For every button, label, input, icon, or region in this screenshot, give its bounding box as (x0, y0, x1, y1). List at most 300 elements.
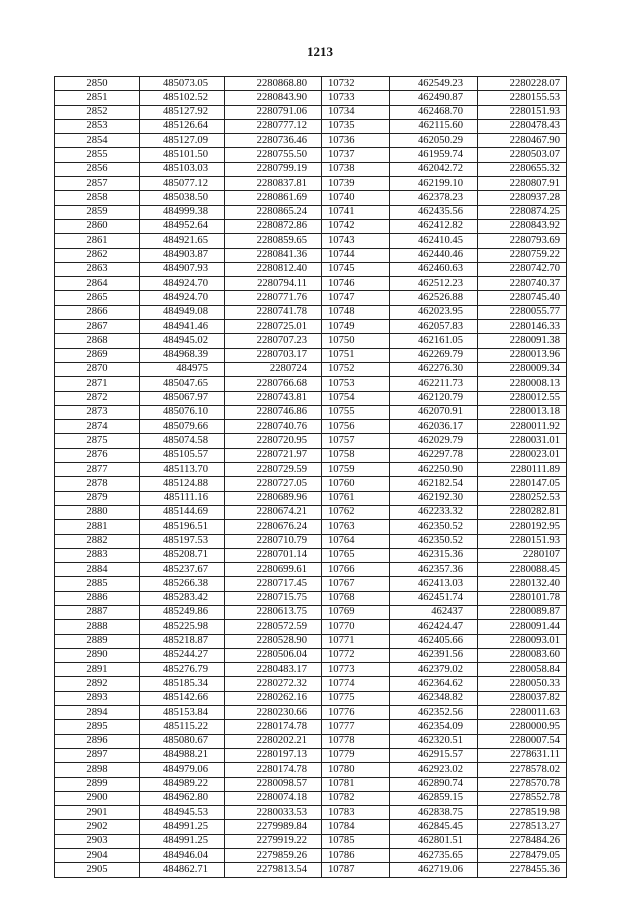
table-cell: 462410.45 (390, 234, 478, 248)
table-cell: 462023.95 (390, 305, 478, 319)
table-cell: 484941.46 (140, 320, 225, 334)
table-row (55, 148, 567, 162)
table-cell: 10786 (322, 849, 390, 863)
table-cell: 462315.36 (390, 548, 478, 562)
table-cell: 462437 (390, 605, 478, 619)
table-row (55, 863, 567, 877)
table-cell: 462512.23 (390, 277, 478, 291)
table-cell: 484924.70 (140, 277, 225, 291)
table-cell: 10761 (322, 491, 390, 505)
table-cell: 10783 (322, 806, 390, 820)
table-cell: 462350.52 (390, 534, 478, 548)
table-row (55, 577, 567, 591)
table-cell: 2867 (55, 320, 140, 334)
table-cell: 485074.58 (140, 434, 225, 448)
table-cell: 10779 (322, 748, 390, 762)
table-cell: 2881 (55, 520, 140, 534)
table-row (55, 563, 567, 577)
table-cell: 10787 (322, 863, 390, 877)
table-cell: 2874 (55, 420, 140, 434)
table-cell: 2280572.59 (225, 620, 322, 634)
table-cell: 2280791.06 (225, 105, 322, 119)
table-row (55, 191, 567, 205)
table-cell: 2280013.18 (478, 405, 567, 419)
table-cell: 462424.47 (390, 620, 478, 634)
table-cell: 2280007.54 (478, 734, 567, 748)
table-cell: 462379.02 (390, 663, 478, 677)
table-cell: 2280812.40 (225, 262, 322, 276)
table-cell: 2879 (55, 491, 140, 505)
table-cell: 2280202.21 (225, 734, 322, 748)
table-cell: 485115.22 (140, 720, 225, 734)
table-cell: 10743 (322, 234, 390, 248)
table-cell: 2280729.59 (225, 463, 322, 477)
table-cell: 10759 (322, 463, 390, 477)
table-cell: 10777 (322, 720, 390, 734)
table-cell: 2280012.55 (478, 391, 567, 405)
table-cell: 2280874.25 (478, 205, 567, 219)
table-cell: 462161.05 (390, 334, 478, 348)
table-cell: 2890 (55, 648, 140, 662)
table-row (55, 820, 567, 834)
table-cell: 485067.97 (140, 391, 225, 405)
table-row (55, 248, 567, 262)
table-row (55, 362, 567, 376)
table-row (55, 534, 567, 548)
table-cell: 2878 (55, 477, 140, 491)
coordinate-table (54, 76, 567, 878)
table-row (55, 748, 567, 762)
table-cell: 2280011.63 (478, 706, 567, 720)
table-row (55, 348, 567, 362)
table-cell: 485142.66 (140, 691, 225, 705)
table-cell: 2885 (55, 577, 140, 591)
table-cell: 10755 (322, 405, 390, 419)
table-cell: 462923.02 (390, 763, 478, 777)
table-row (55, 648, 567, 662)
table-cell: 2280715.75 (225, 591, 322, 605)
table-row (55, 291, 567, 305)
table-cell: 462412.82 (390, 219, 478, 233)
table-cell: 485283.42 (140, 591, 225, 605)
table-cell: 10774 (322, 677, 390, 691)
table-cell: 485111.16 (140, 491, 225, 505)
table-cell: 2280083.60 (478, 648, 567, 662)
table-cell: 10739 (322, 177, 390, 191)
table-cell: 2873 (55, 405, 140, 419)
table-cell: 485237.67 (140, 563, 225, 577)
table-cell: 2280008.13 (478, 377, 567, 391)
table-cell: 10733 (322, 91, 390, 105)
table-cell: 2280055.77 (478, 305, 567, 319)
table-cell: 2280721.97 (225, 448, 322, 462)
table-cell: 2280655.32 (478, 162, 567, 176)
table-cell: 462182.54 (390, 477, 478, 491)
table-cell: 2280262.16 (225, 691, 322, 705)
table-cell: 2870 (55, 362, 140, 376)
table-cell: 10745 (322, 262, 390, 276)
table-cell: 484903.87 (140, 248, 225, 262)
table-cell: 10771 (322, 634, 390, 648)
table-row (55, 849, 567, 863)
table-cell: 2280230.66 (225, 706, 322, 720)
table-cell: 2876 (55, 448, 140, 462)
table-row (55, 91, 567, 105)
table-cell: 462350.52 (390, 520, 478, 534)
table-cell: 2280741.78 (225, 305, 322, 319)
table-cell: 2278578.02 (478, 763, 567, 777)
table-cell: 485208.71 (140, 548, 225, 562)
table-cell: 2854 (55, 134, 140, 148)
table-cell: 10780 (322, 763, 390, 777)
table-cell: 462320.51 (390, 734, 478, 748)
table-cell: 462890.74 (390, 777, 478, 791)
table-cell: 484946.04 (140, 849, 225, 863)
table-row (55, 491, 567, 505)
table-cell: 462549.23 (390, 77, 478, 91)
table-cell: 2278570.78 (478, 777, 567, 791)
table-cell: 2280197.13 (225, 748, 322, 762)
table-cell: 2279989.84 (225, 820, 322, 834)
table-cell: 2853 (55, 119, 140, 133)
table-cell: 2893 (55, 691, 140, 705)
table-cell: 10776 (322, 706, 390, 720)
table-cell: 2857 (55, 177, 140, 191)
table-cell: 462801.51 (390, 834, 478, 848)
table-cell: 10768 (322, 591, 390, 605)
table-cell: 2280478.43 (478, 119, 567, 133)
table-cell: 462460.63 (390, 262, 478, 276)
table-row (55, 763, 567, 777)
table-cell: 10734 (322, 105, 390, 119)
table-row (55, 105, 567, 119)
table-row (55, 520, 567, 534)
table-cell: 2280192.95 (478, 520, 567, 534)
table-row (55, 219, 567, 233)
table-cell: 485126.64 (140, 119, 225, 133)
table-row (55, 305, 567, 319)
table-cell: 462468.70 (390, 105, 478, 119)
table-cell: 2883 (55, 548, 140, 562)
table-cell: 10772 (322, 648, 390, 662)
table-cell: 2280093.01 (478, 634, 567, 648)
table-cell: 485113.70 (140, 463, 225, 477)
table-cell: 2887 (55, 605, 140, 619)
table-cell: 10754 (322, 391, 390, 405)
table-cell: 2280147.05 (478, 477, 567, 491)
table-cell: 2280676.24 (225, 520, 322, 534)
table-cell: 10742 (322, 219, 390, 233)
table-row (55, 620, 567, 634)
table-cell: 2280799.19 (225, 162, 322, 176)
table-cell: 10744 (322, 248, 390, 262)
table-cell: 2872 (55, 391, 140, 405)
table-cell: 2863 (55, 262, 140, 276)
table-cell: 2280252.53 (478, 491, 567, 505)
table-row (55, 663, 567, 677)
table-cell: 484949.08 (140, 305, 225, 319)
table-cell: 2899 (55, 777, 140, 791)
table-cell: 462526.88 (390, 291, 478, 305)
table-cell: 2280727.05 (225, 477, 322, 491)
table-cell: 485038.50 (140, 191, 225, 205)
table-cell: 462354.09 (390, 720, 478, 734)
table-cell: 462250.90 (390, 463, 478, 477)
table-cell: 2280703.17 (225, 348, 322, 362)
table-row (55, 834, 567, 848)
table-row (55, 177, 567, 191)
table-row (55, 234, 567, 248)
table-cell: 2280174.78 (225, 763, 322, 777)
table-cell: 2280155.53 (478, 91, 567, 105)
table-row (55, 605, 567, 619)
table-cell: 2897 (55, 748, 140, 762)
table-cell: 2280725.01 (225, 320, 322, 334)
table-cell: 485218.87 (140, 634, 225, 648)
table-cell: 485197.53 (140, 534, 225, 548)
table-cell: 2280074.18 (225, 791, 322, 805)
table-cell: 2280088.45 (478, 563, 567, 577)
table-cell: 485105.57 (140, 448, 225, 462)
table-cell: 2280807.91 (478, 177, 567, 191)
table-cell: 2900 (55, 791, 140, 805)
table-cell: 2280098.57 (225, 777, 322, 791)
table-cell: 2280843.90 (225, 91, 322, 105)
table-cell: 2851 (55, 91, 140, 105)
table-row (55, 806, 567, 820)
table-row (55, 277, 567, 291)
table-cell: 2280777.12 (225, 119, 322, 133)
table-cell: 485127.09 (140, 134, 225, 148)
table-cell: 462233.32 (390, 505, 478, 519)
table-cell: 2280743.81 (225, 391, 322, 405)
table-cell: 484989.22 (140, 777, 225, 791)
table-cell: 2852 (55, 105, 140, 119)
table-cell: 2280111.89 (478, 463, 567, 477)
table-cell: 485077.12 (140, 177, 225, 191)
table-row (55, 420, 567, 434)
table-cell: 462115.60 (390, 119, 478, 133)
table-cell: 2280720.95 (225, 434, 322, 448)
table-cell: 2902 (55, 820, 140, 834)
table-cell: 484988.21 (140, 748, 225, 762)
table-cell: 484945.53 (140, 806, 225, 820)
table-row (55, 119, 567, 133)
table-cell: 10736 (322, 134, 390, 148)
table-cell: 2280742.70 (478, 262, 567, 276)
table-cell: 462042.72 (390, 162, 478, 176)
table-cell: 2280031.01 (478, 434, 567, 448)
table-cell: 462859.15 (390, 791, 478, 805)
table-cell: 2280228.07 (478, 77, 567, 91)
table-cell: 2862 (55, 248, 140, 262)
table-cell: 2858 (55, 191, 140, 205)
table-row (55, 463, 567, 477)
table-cell: 2280101.78 (478, 591, 567, 605)
table-cell: 462735.65 (390, 849, 478, 863)
table-cell: 10741 (322, 205, 390, 219)
table-cell: 2866 (55, 305, 140, 319)
table-cell: 2280868.80 (225, 77, 322, 91)
table-cell: 10740 (322, 191, 390, 205)
table-cell: 10753 (322, 377, 390, 391)
table-cell: 462352.56 (390, 706, 478, 720)
table-row (55, 434, 567, 448)
table-cell: 10757 (322, 434, 390, 448)
table-cell: 2278479.05 (478, 849, 567, 863)
table-cell: 10737 (322, 148, 390, 162)
table-cell: 2280717.45 (225, 577, 322, 591)
table-cell: 2280011.92 (478, 420, 567, 434)
table-cell: 10763 (322, 520, 390, 534)
table-cell: 2280503.07 (478, 148, 567, 162)
table-cell: 462050.29 (390, 134, 478, 148)
table-cell: 2278631.11 (478, 748, 567, 762)
table-cell: 462915.57 (390, 748, 478, 762)
table-cell: 2280794.11 (225, 277, 322, 291)
table-cell: 462451.74 (390, 591, 478, 605)
table-cell: 2280740.37 (478, 277, 567, 291)
table-cell: 2864 (55, 277, 140, 291)
table-cell: 462036.17 (390, 420, 478, 434)
table-cell: 10732 (322, 77, 390, 91)
table-cell: 485102.52 (140, 91, 225, 105)
table-cell: 462029.79 (390, 434, 478, 448)
table-cell: 10738 (322, 162, 390, 176)
table-cell: 2882 (55, 534, 140, 548)
table-cell: 462297.78 (390, 448, 478, 462)
table-cell: 462057.83 (390, 320, 478, 334)
table-cell: 2278552.78 (478, 791, 567, 805)
table-cell: 462357.36 (390, 563, 478, 577)
table-cell: 484924.70 (140, 291, 225, 305)
table-cell: 462845.45 (390, 820, 478, 834)
table-cell: 2901 (55, 806, 140, 820)
table-cell: 2880 (55, 505, 140, 519)
table-cell: 2889 (55, 634, 140, 648)
table-cell: 2279859.26 (225, 849, 322, 863)
table-cell: 2278455.36 (478, 863, 567, 877)
table-cell: 10781 (322, 777, 390, 791)
table-cell: 2280841.36 (225, 248, 322, 262)
table-cell: 462440.46 (390, 248, 478, 262)
table-cell: 10782 (322, 791, 390, 805)
table-cell: 2279813.54 (225, 863, 322, 877)
table-cell: 2278513.27 (478, 820, 567, 834)
table-cell: 2869 (55, 348, 140, 362)
table-row (55, 205, 567, 219)
coordinate-table-body (55, 77, 567, 878)
table-cell: 485124.88 (140, 477, 225, 491)
table-cell: 2280736.46 (225, 134, 322, 148)
table-cell: 484952.64 (140, 219, 225, 233)
table-cell: 2280174.78 (225, 720, 322, 734)
table-cell: 10748 (322, 305, 390, 319)
table-cell: 10770 (322, 620, 390, 634)
table-cell: 2280674.21 (225, 505, 322, 519)
table-cell: 2280013.96 (478, 348, 567, 362)
table-row (55, 262, 567, 276)
table-cell: 2280467.90 (478, 134, 567, 148)
table-cell: 2898 (55, 763, 140, 777)
table-cell: 461959.74 (390, 148, 478, 162)
table-cell: 10765 (322, 548, 390, 562)
table-cell: 2280506.04 (225, 648, 322, 662)
table-cell: 10784 (322, 820, 390, 834)
table-cell: 10764 (322, 534, 390, 548)
table-cell: 2280872.86 (225, 219, 322, 233)
table-row (55, 548, 567, 562)
table-row (55, 134, 567, 148)
table-cell: 10769 (322, 605, 390, 619)
table-cell: 484962.80 (140, 791, 225, 805)
table-cell: 2280091.44 (478, 620, 567, 634)
table-row (55, 477, 567, 491)
table-cell: 462199.10 (390, 177, 478, 191)
table-cell: 2280282.81 (478, 505, 567, 519)
table-cell: 485073.05 (140, 77, 225, 91)
table-cell: 462435.56 (390, 205, 478, 219)
table-row (55, 162, 567, 176)
table-cell: 462276.30 (390, 362, 478, 376)
table-row (55, 77, 567, 91)
table-cell: 10749 (322, 320, 390, 334)
table-cell: 2280023.01 (478, 448, 567, 462)
table-cell: 2891 (55, 663, 140, 677)
table-row (55, 706, 567, 720)
table-cell: 2280528.90 (225, 634, 322, 648)
table-cell: 462070.91 (390, 405, 478, 419)
table-cell: 2280710.79 (225, 534, 322, 548)
table-cell: 462120.79 (390, 391, 478, 405)
table-cell: 462364.62 (390, 677, 478, 691)
table-cell: 484979.06 (140, 763, 225, 777)
table-cell: 10751 (322, 348, 390, 362)
table-row (55, 734, 567, 748)
table-cell: 2280865.24 (225, 205, 322, 219)
table-cell: 2280771.76 (225, 291, 322, 305)
table-cell: 10767 (322, 577, 390, 591)
table-cell: 485079.66 (140, 420, 225, 434)
table-row (55, 591, 567, 605)
table-cell: 462838.75 (390, 806, 478, 820)
table-row (55, 391, 567, 405)
table-row (55, 634, 567, 648)
table-cell: 485244.27 (140, 648, 225, 662)
table-cell: 2280745.40 (478, 291, 567, 305)
table-cell: 484968.39 (140, 348, 225, 362)
table-cell: 485076.10 (140, 405, 225, 419)
table-cell: 10778 (322, 734, 390, 748)
table-cell: 485276.79 (140, 663, 225, 677)
table-cell: 485249.86 (140, 605, 225, 619)
table-cell: 2280707.23 (225, 334, 322, 348)
table-cell: 2896 (55, 734, 140, 748)
table-cell: 2280058.84 (478, 663, 567, 677)
table-cell: 2850 (55, 77, 140, 91)
table-cell: 485185.34 (140, 677, 225, 691)
table-cell: 2280050.33 (478, 677, 567, 691)
table-cell: 2860 (55, 219, 140, 233)
table-cell: 10775 (322, 691, 390, 705)
table-cell: 484921.65 (140, 234, 225, 248)
table-row (55, 377, 567, 391)
table-cell: 2280483.17 (225, 663, 322, 677)
table-cell: 485266.38 (140, 577, 225, 591)
table-cell: 10752 (322, 362, 390, 376)
table-row (55, 677, 567, 691)
table-cell: 2884 (55, 563, 140, 577)
